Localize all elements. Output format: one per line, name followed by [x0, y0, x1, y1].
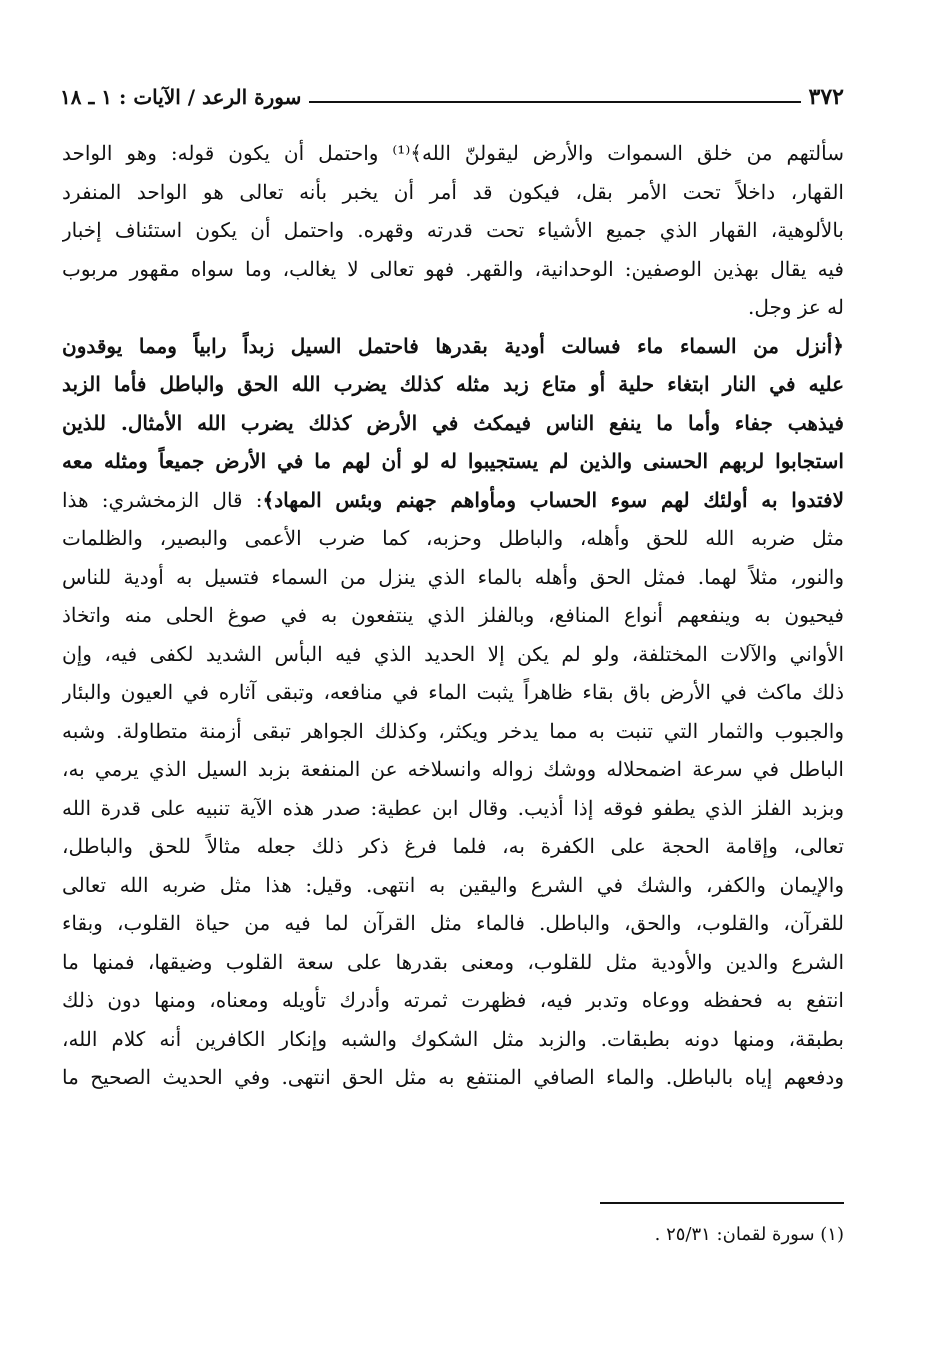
header-rule — [309, 101, 800, 103]
text-line: والإيمان والكفر، والشك في الشرع واليقين به انتهى. وقيل: هذا مثل ضربه الله تعالى — [62, 872, 844, 897]
text-line: انتفع به فحفظه ووعاه وتدبر فيه، فظهرت ثمرته وأدرك تأويله ومعناه، ومنها دون ذلك — [62, 988, 844, 1012]
text-line: تعالى، وإقامة الحجة على الكفرة به، فلما فرغ ذكر ذلك جعله مثالاً للحق والباطل، — [62, 834, 844, 858]
verse-ending: لافتدوا به أولئك لهم سوء الحساب ومأواهم جهنم وبئس المهاد﴾ — [262, 487, 844, 512]
text-line: مثل ضربه الله للحق وأهله، والباطل وحزبه، كما ضرب الأعمى والبصير، والظلمات — [62, 526, 844, 550]
text-line: والجبوب والثمار التي تنبت به مما يدخر ويكثر، وكذلك الجواهر تبقى أزمنة متطاولة. وشبه — [62, 718, 844, 743]
text-line: ذلك ماكث في الأرض باق بقاء ظاهراً يثبت الماء في منافعه، وتبقى آثاره في العيون والبئار — [62, 680, 844, 704]
text-line: الأواني والآلات المختلفة، ولو لم يكن إلا الحديد الذي فيه البأس الشديد لكفى فيه، وإن — [62, 641, 844, 666]
text-line: والنور، مثلاً لهما. فمثل الحق وأهله بالماء الذي ينزل من السماء فتسيل به أودية للناس — [62, 564, 844, 589]
page-number: ٣٧٢ — [808, 84, 844, 110]
verse-closing-line — [62, 481, 844, 520]
verse-line: استجابوا لربهم الحسنى والذين لم يستجيبوا له لو أن لهم ما في الأرض جميعاً ومثله معه — [62, 449, 844, 473]
text-line: للقرآن، والقلوب، والحق، والباطل. فالماء مثل القرآن لما فيه من حياة القلوب، وبقاء — [62, 911, 844, 935]
main-text — [62, 134, 844, 1097]
text-line: فيه يقال بهذين الوصفين: الوحدانية، والقهر. فهو تعالى لا يغالب، وما سواه مقهور مربوب — [62, 256, 844, 281]
text-line: بطبقة، ومنها دونه بطبقات. والزبد مثل الشكوك والشبه وإنكار الكافرين أنه كلام الله، — [62, 1026, 844, 1051]
text-line: له عز وجل. — [747, 295, 844, 319]
text-line: ودفعهم إياه بالباطل. والماء الصافي المنتفع به مثل الحق انتهى. وفي الحديث الصحيح ما — [62, 1065, 844, 1089]
footnote-rule — [600, 1202, 844, 1204]
text-line: فيحيون به وينفعهم أنواع المنافع، وبالفلز الذي ينتفعون به في صوغ الحلى منه واتخاذ — [62, 603, 844, 627]
running-title: سورة الرعد / الآيات : ١ ـ ١٨ — [60, 85, 302, 109]
page-header — [60, 78, 844, 112]
verse-line: ﴿أنزل من السماء ماء فسالت أودية بقدرها فاحتمل السيل زبداً رابياً ومما يوقدون — [62, 333, 844, 358]
verse-line: فيذهب جفاء وأما ما ينفع الناس فيمكث في الأرض كذلك يضرب الله الأمثال. للذين — [62, 410, 844, 435]
text-line: الباطل في سرعة اضمحلاله ووشك زواله وانسلاخه عن المنفعة بزبد السيل الذي يرمي به، — [62, 757, 844, 781]
text-line: بالألوهية، القهار الذي جميع الأشياء تحت قدرته وقهره. واحتمل أن يكون استئناف إخبار — [62, 218, 844, 242]
footnote: (١) سورة لقمان: ٢٥/٣١ . — [654, 1224, 844, 1245]
text-line: وبزبد الفلز الذي يطفو فوقه إذا أذيب. وقال ابن عطية: صدر هذه الآية تنبيه على قدرة الله — [62, 795, 844, 820]
commentary-start: : قال الزمخشري: هذا — [62, 487, 263, 512]
verse-line: عليه في النار ابتغاء حلية أو متاع زبد مثله كذلك يضرب الله الحق والباطل فأما الزبد — [62, 372, 844, 396]
text-line: القهار، داخلاً تحت الأمر بقل، فيكون قد أمر أن يخبر بأنه تعالى هو الواحد المنفرد — [62, 179, 844, 204]
text-line: الشرع والدين والأودية مثل للقلوب، ومعنى بقدرها على سعة القلوب وضيقها، فمنها ما — [62, 949, 844, 974]
text-line: سألتهم من خلق السموات والأرض ليقولنّ الله﴾⁽¹⁾ واحتمل أن يكون قوله: وهو الواحد — [62, 141, 844, 165]
